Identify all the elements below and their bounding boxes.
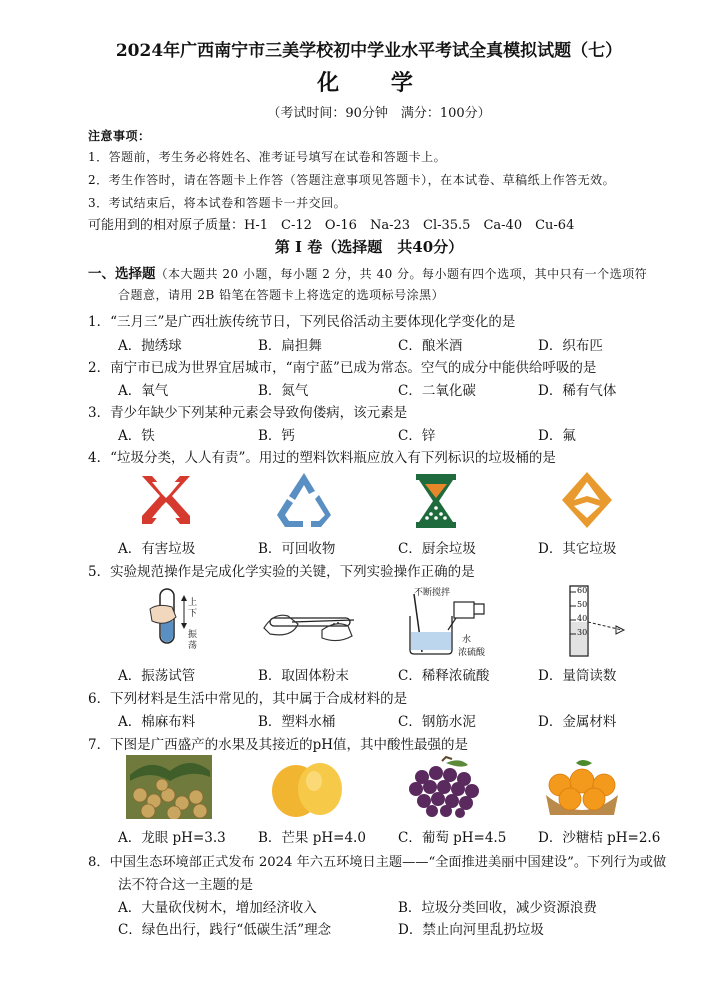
q8-option-c[interactable]: C．绿色出行，践行“低碳生活”理念 <box>118 922 332 938</box>
cyl-tick-40: 40 <box>577 614 588 623</box>
question-8-stem-cont: 法不符合这一主题的是 <box>118 877 253 893</box>
hazard-icon <box>138 472 194 528</box>
q6-option-c[interactable]: C．钢筋水泥 <box>398 714 476 730</box>
shake-label-4: 荡 <box>188 641 198 651</box>
cyl-tick-50: 50 <box>577 600 588 609</box>
q4-option-b[interactable]: B．可回收物 <box>258 541 336 557</box>
powder-sampling-illustration <box>262 600 358 648</box>
q1-option-c[interactable]: C．酿米酒 <box>398 338 463 354</box>
dilution-acid-label: 浓硫酸 <box>458 648 486 658</box>
q4-option-d[interactable]: D．其它垃圾 <box>538 541 617 557</box>
q8-option-d[interactable]: D．禁止向河里乱扔垃圾 <box>398 922 544 938</box>
q6-option-b[interactable]: B．塑料水桶 <box>258 714 336 730</box>
q7-option-b[interactable]: B．芒果 pH=4.0 <box>258 830 366 846</box>
q2-option-c[interactable]: C．二氧化碳 <box>398 383 476 399</box>
section-heading-label: 一、选择题 <box>88 266 156 282</box>
q6-option-a[interactable]: A．棉麻布料 <box>118 714 196 730</box>
q3-option-c[interactable]: C．锌 <box>398 428 436 444</box>
notice-item-3: 3．考试结束后，将本试卷和答题卡一并交回。 <box>88 196 347 210</box>
shake-label-1: 上 <box>188 598 198 608</box>
shake-label-2: 下 <box>188 609 198 619</box>
q8-option-a[interactable]: A．大量砍伐树木，增加经济收入 <box>118 900 317 916</box>
test-tube-shaking-illustration <box>148 587 208 653</box>
section-instructions-a: （本大题共 20 小题，每小题 2 分，共 40 分。每小题有四个选项，其中只有一个选项符 <box>155 267 648 281</box>
page-title: 2024年广西南宁市三美学校初中学业水平考试全真模拟试题（七） <box>115 41 623 61</box>
q2-option-a[interactable]: A．氧气 <box>118 383 169 399</box>
q1-option-d[interactable]: D．织布匹 <box>538 338 603 354</box>
q3-option-b[interactable]: B．钙 <box>258 428 295 444</box>
q6-option-d[interactable]: D．金属材料 <box>538 714 617 730</box>
section-title: 第 I 卷（选择题 共40分） <box>274 238 464 256</box>
q5-option-a[interactable]: A．振荡试管 <box>118 668 196 684</box>
q3-option-d[interactable]: D．氟 <box>538 428 576 444</box>
q5-option-c[interactable]: C．稀释浓硫酸 <box>398 668 490 684</box>
q7-option-c[interactable]: C．葡萄 pH=4.5 <box>398 830 507 846</box>
cyl-tick-30: 30 <box>577 628 588 637</box>
section-instructions-b: 合题意，请用 2B 铅笔在答题卡上将选定的选项标号涂黑） <box>118 288 445 302</box>
exam-info: （考试时间：90分钟 满分：100分） <box>267 106 491 121</box>
question-7-stem: 7．下图是广西盛产的水果及其接近的pH值，其中酸性最强的是 <box>88 737 469 753</box>
longan-photo <box>126 755 212 819</box>
recycle-icon <box>273 471 335 529</box>
subject-title: 化 学 <box>317 70 435 96</box>
mango-photo <box>266 755 348 819</box>
grape-photo <box>402 755 486 819</box>
q1-option-a[interactable]: A．抛绣球 <box>118 338 182 354</box>
graduated-cylinder-illustration <box>560 584 630 658</box>
q8-option-b[interactable]: B．垃圾分类回收，减少资源浪费 <box>398 900 597 916</box>
q5-option-d[interactable]: D．量筒读数 <box>538 668 617 684</box>
section-heading <box>88 262 647 282</box>
question-6-stem: 6．下列材料是生活中常见的，其中属于合成材料的是 <box>88 691 408 707</box>
question-1-stem: 1．“三月三”是广西壮族传统节日，下列民俗活动主要体现化学变化的是 <box>88 314 516 330</box>
question-4-stem: 4．“垃圾分类，人人有责”。用过的塑料饮料瓶应放入有下列标识的垃圾桶的是 <box>88 450 556 466</box>
q4-option-a[interactable]: A．有害垃圾 <box>118 541 196 557</box>
q2-option-b[interactable]: B．氮气 <box>258 383 309 399</box>
question-3-stem: 3．青少年缺少下列某种元素会导致佝偻病，该元素是 <box>88 405 408 421</box>
q3-option-a[interactable]: A．铁 <box>118 428 155 444</box>
dilution-stir-label: 不断搅拌 <box>414 588 451 598</box>
question-5-stem: 5．实验规范操作是完成化学实验的关键，下列实验操作正确的是 <box>88 564 475 580</box>
q7-option-a[interactable]: A．龙眼 pH=3.3 <box>118 830 226 846</box>
dilution-water-label: 水 <box>462 635 472 645</box>
notice-item-1: 1．答题前，考生务必将姓名、准考证号填写在试卷和答题卡上。 <box>88 150 447 164</box>
atomic-masses: 可能用到的相对原子质量：H-1 C-12 O-16 Na-23 Cl-35.5 Ca-40 Cu-64 <box>88 218 575 233</box>
q5-option-b[interactable]: B．取固体粉末 <box>258 668 349 684</box>
q1-option-b[interactable]: B．扁担舞 <box>258 338 322 354</box>
q4-option-c[interactable]: C．厨余垃圾 <box>398 541 476 557</box>
q7-option-d[interactable]: D．沙糖桔 pH=2.6 <box>538 830 661 846</box>
notice-item-2: 2．考生作答时，请在答题卡上作答（答题注意事项见答题卡），在本试卷、草稿纸上作答无效。 <box>88 173 616 187</box>
q2-option-d[interactable]: D．稀有气体 <box>538 383 617 399</box>
shake-label-3: 振 <box>188 630 198 640</box>
question-2-stem: 2．南宁市已成为世界宜居城市，“南宁蓝”已成为常态。空气的成分中能供给呼吸的是 <box>88 360 597 376</box>
kitchen-waste-icon <box>413 472 459 530</box>
other-waste-icon <box>560 470 614 530</box>
question-8-stem: 8．中国生态环境部正式发布 2024 年六五环境日主题——“全面推进美丽中国建设”。下列行为或做 <box>88 855 667 870</box>
cyl-tick-60: 60 <box>577 586 588 595</box>
notice-heading: 注意事项： <box>88 129 151 143</box>
mandarin-photo <box>542 755 622 819</box>
